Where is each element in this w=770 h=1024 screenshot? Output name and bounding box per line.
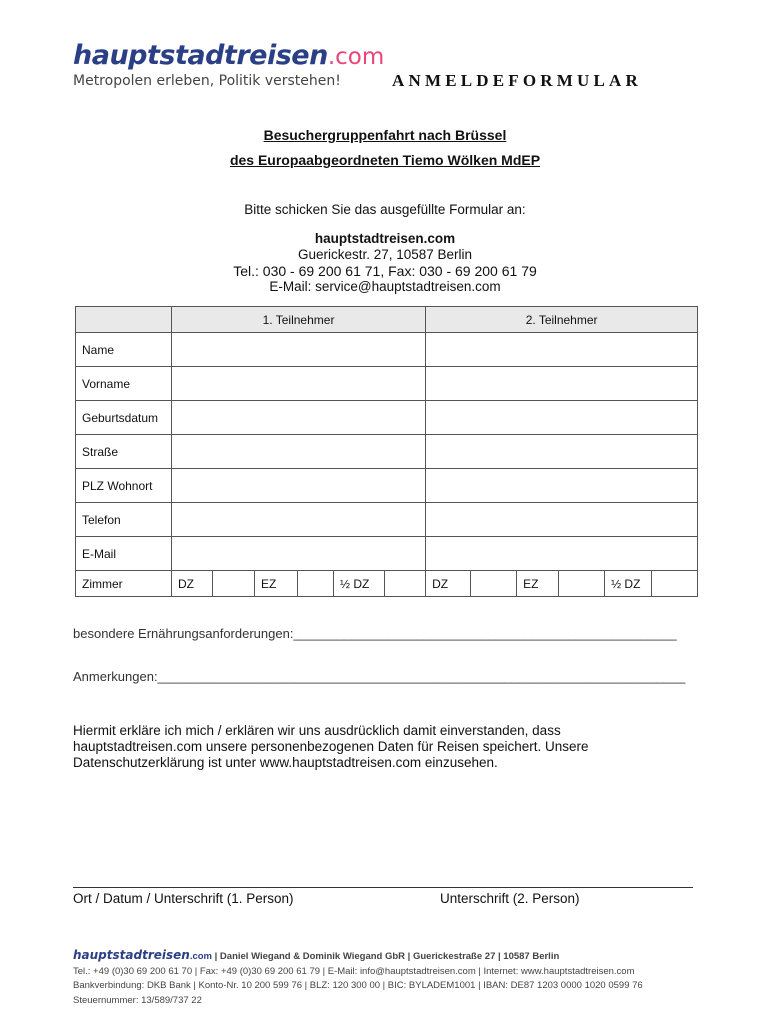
room-option-dz-checkbox-2[interactable] xyxy=(471,571,517,597)
header-empty-cell xyxy=(76,307,172,333)
footer-line-bank: Bankverbindung: DKB Bank | Konto-Nr. 10 200 599 76 | BLZ: 120 300 00 | BIC: BYLADEM1001 | IBAN: DE87 1203 0000 1020 0599 76 xyxy=(73,980,643,991)
contact-street: Guerickestr. 27, 10587 Berlin xyxy=(297,247,473,262)
strasse-field-2[interactable] xyxy=(426,435,698,469)
header-participant-2: 2. Teilnehmer xyxy=(426,307,698,333)
logo-tld: .com xyxy=(327,44,385,70)
header-participant-1: 1. Teilnehmer xyxy=(172,307,426,333)
room-option-half-dz-checkbox-2[interactable] xyxy=(652,571,698,597)
vorname-field-1[interactable] xyxy=(172,367,426,401)
signature-label-person-2: Unterschrift (2. Person) xyxy=(440,891,580,906)
table-row xyxy=(76,503,698,537)
contact-email: E-Mail: service@hauptstadtreisen.com xyxy=(269,279,501,294)
row-label-strasse: Straße xyxy=(76,435,172,469)
room-option-ez-label-2: EZ xyxy=(517,571,559,597)
contact-address xyxy=(0,231,770,295)
room-option-half-dz-label-1: ½ DZ xyxy=(334,571,385,597)
footer-logo: hauptstadtreisen xyxy=(73,948,190,962)
room-option-ez-checkbox-2[interactable] xyxy=(559,571,605,597)
table-row xyxy=(76,333,698,367)
form-title: ANMELDEFORMULAR xyxy=(392,71,642,90)
send-instruction: Bitte schicken Sie das ausgefüllte Formular an: xyxy=(244,202,526,217)
footer-line-tax: Steuernummer: 13/589/737 22 xyxy=(73,994,202,1006)
trip-host: des Europaabgeordneten Tiemo Wölken MdEP xyxy=(229,152,541,168)
email-field-2[interactable] xyxy=(426,537,698,571)
logo-wordmark: hauptstadtreisen xyxy=(73,40,328,71)
plz-wohnort-field-2[interactable] xyxy=(426,469,698,503)
logo-tagline: Metropolen erleben, Politik verstehen! xyxy=(73,73,341,89)
strasse-field-1[interactable] xyxy=(172,435,426,469)
table-row xyxy=(76,435,698,469)
footer-logo-tld: .com xyxy=(189,951,212,962)
contact-company: hauptstadtreisen.com xyxy=(314,231,456,246)
consent-text: Hiermit erkläre ich mich / erklären wir uns ausdrücklich damit einverstanden, dass hauptstadtreisen.com unsere personenbezogenen Daten für Reisen speichert. Unsere Datenschutzerklärung ist unter www.hauptstadtreisen.com einzusehen. xyxy=(73,723,589,770)
row-label-geburtsdatum: Geburtsdatum xyxy=(76,401,172,435)
footer-line-company xyxy=(73,948,643,965)
email-field-1[interactable] xyxy=(172,537,426,571)
room-option-dz-label-2: DZ xyxy=(426,571,471,597)
vorname-field-2[interactable] xyxy=(426,367,698,401)
diet-requirements-field[interactable]: besondere Ernährungsanforderungen:_____________________________________________________ xyxy=(73,626,677,641)
room-row xyxy=(76,571,698,597)
signature-line[interactable] xyxy=(73,887,693,888)
row-label-telefon: Telefon xyxy=(76,503,172,537)
table-row xyxy=(76,367,698,401)
room-option-ez-label-1: EZ xyxy=(255,571,298,597)
signature-label-person-1: Ort / Datum / Unterschrift (1. Person) xyxy=(73,891,294,906)
footer xyxy=(73,948,643,1008)
room-option-dz-checkbox-1[interactable] xyxy=(213,571,255,597)
footer-company-info: | Daniel Wiegand & Dominik Wiegand GbR | Guerickestraße 27 | 10587 Berlin xyxy=(212,951,560,962)
trip-title: Besuchergruppenfahrt nach Brüssel xyxy=(263,127,507,143)
contact-phone: Tel.: 030 - 69 200 61 71, Fax: 030 - 69 200 61 79 xyxy=(233,263,537,279)
registration-table xyxy=(75,306,698,597)
geburtsdatum-field-1[interactable] xyxy=(172,401,426,435)
telefon-field-1[interactable] xyxy=(172,503,426,537)
telefon-field-2[interactable] xyxy=(426,503,698,537)
row-label-name: Name xyxy=(76,333,172,367)
room-option-dz-label-1: DZ xyxy=(172,571,213,597)
row-label-email: E-Mail xyxy=(76,537,172,571)
table-row xyxy=(76,537,698,571)
room-option-half-dz-checkbox-1[interactable] xyxy=(385,571,426,597)
room-option-half-dz-label-2: ½ DZ xyxy=(605,571,652,597)
name-field-1[interactable] xyxy=(172,333,426,367)
footer-line-contact: Tel.: +49 (0)30 69 200 61 70 | Fax: +49 (0)30 69 200 61 79 | E-Mail: info@hauptstadtreisen.com | Internet: www.hauptstadtreisen.com xyxy=(73,965,635,977)
row-label-vorname: Vorname xyxy=(76,367,172,401)
table-header-row xyxy=(76,307,698,333)
table-row xyxy=(76,401,698,435)
row-label-plz-wohnort: PLZ Wohnort xyxy=(76,469,172,503)
room-option-ez-checkbox-1[interactable] xyxy=(298,571,334,597)
table-row xyxy=(76,469,698,503)
company-logo xyxy=(73,40,384,89)
geburtsdatum-field-2[interactable] xyxy=(426,401,698,435)
row-label-zimmer: Zimmer xyxy=(76,571,172,597)
plz-wohnort-field-1[interactable] xyxy=(172,469,426,503)
name-field-2[interactable] xyxy=(426,333,698,367)
notes-field[interactable]: Anmerkungen:_________________________________________________________________________ xyxy=(73,669,686,684)
